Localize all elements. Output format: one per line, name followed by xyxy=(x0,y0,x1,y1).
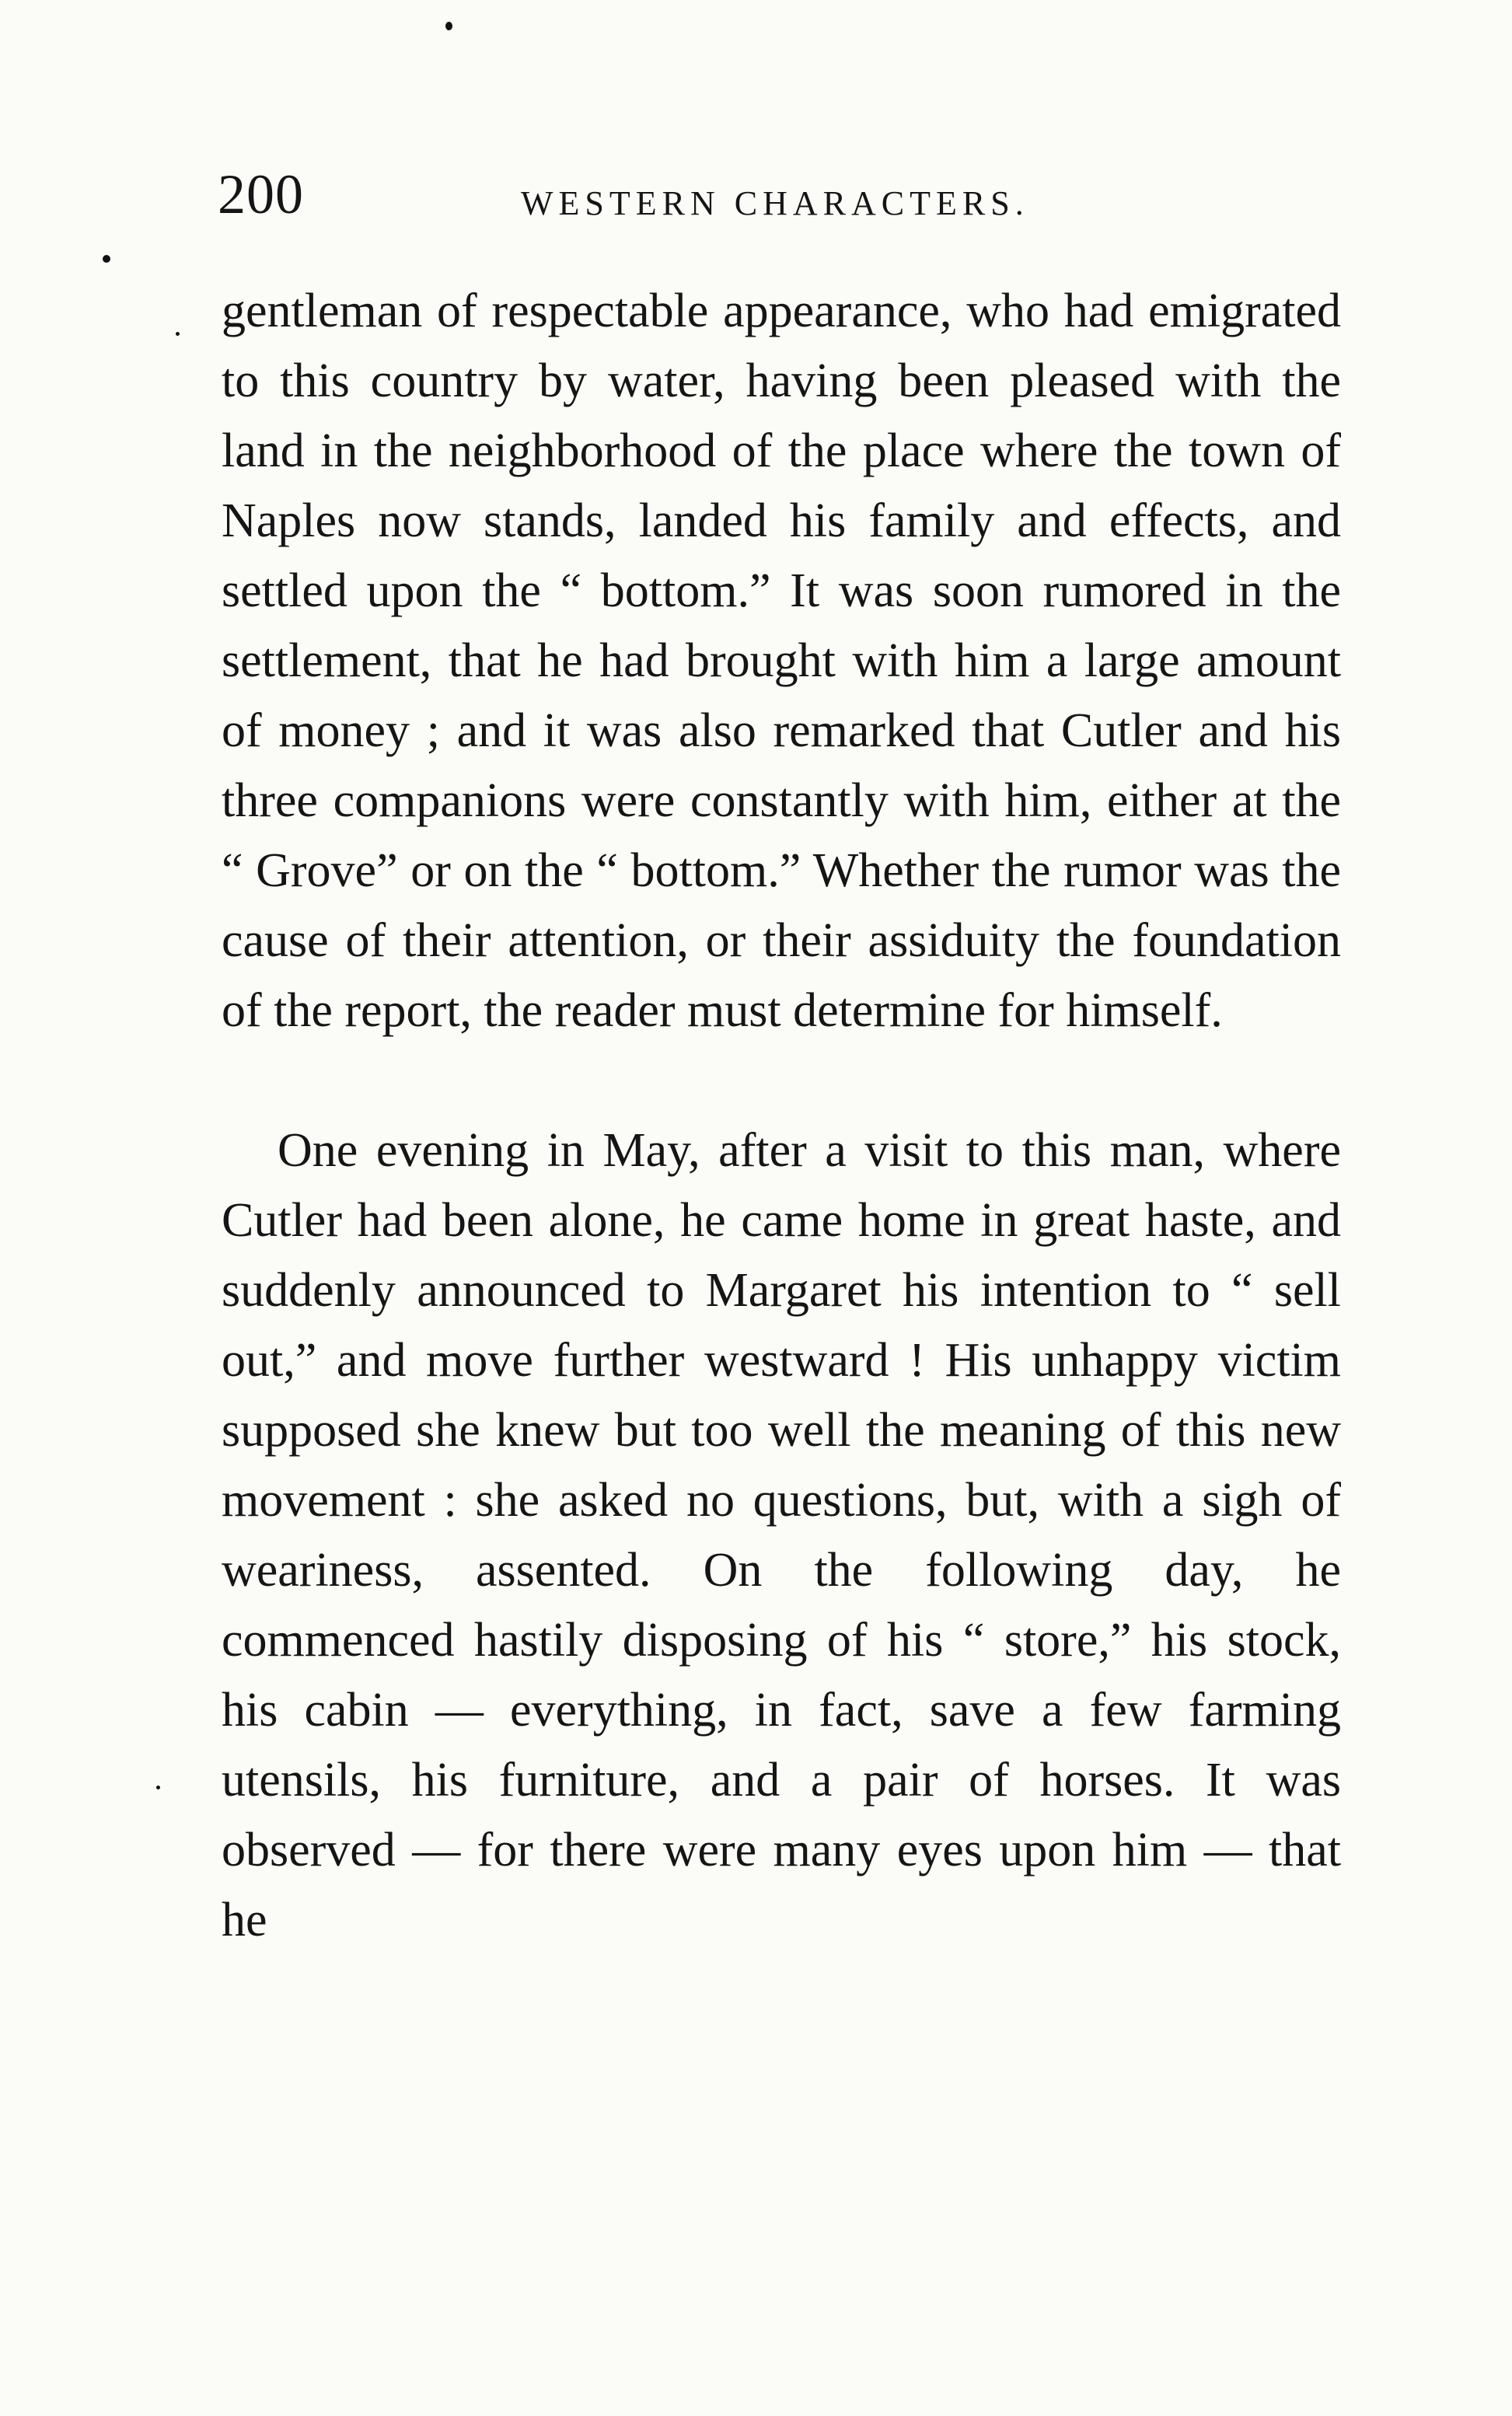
ink-speck-margin xyxy=(176,332,180,336)
ink-speck-left xyxy=(103,255,110,263)
paragraph-one-evening-in-may: One evening in May, after a visit to this man, where Cutler had been alone, he came home in great haste, and suddenly announced to Margaret his intention to “ sell out,” and move further westward ! His unhappy victim supposed she knew but too well the meaning of this new movement : she asked no questions, but, with a sigh of weariness, assented. On the following day, he commenced hastily disposing of his “ store,” his stock, his cabin — everything, in fact, save a few farming utensils, his furniture, and a pair of horses. It was observed — for there were many eyes upon him — that he xyxy=(222,1124,1341,1946)
ink-speck-lower-left xyxy=(156,1786,160,1789)
page-header xyxy=(218,163,1345,257)
running-head: WESTERN CHARACTERS. xyxy=(521,184,1029,222)
body-text xyxy=(222,276,1341,1955)
paragraph-continued: gentleman of respectable appearance, who had emigrated to this country by water, having been pleased with the land in the neighborhood of the place where the town of Naples now stands, landed his family and effects, and settled upon the “ bottom.” It was soon rumored in the settlement, that he had brought with him a large amount of money ; and it was also remarked that Cutler and his three companions were constantly with him, either at the “ Grove” or on the “ bottom.” Whether the rumor was the cause of their attention, or their assiduity the foundation of the report, the reader must determine for himself. xyxy=(222,285,1341,1037)
page-number: 200 xyxy=(218,163,304,225)
ink-speck-top xyxy=(445,22,452,30)
